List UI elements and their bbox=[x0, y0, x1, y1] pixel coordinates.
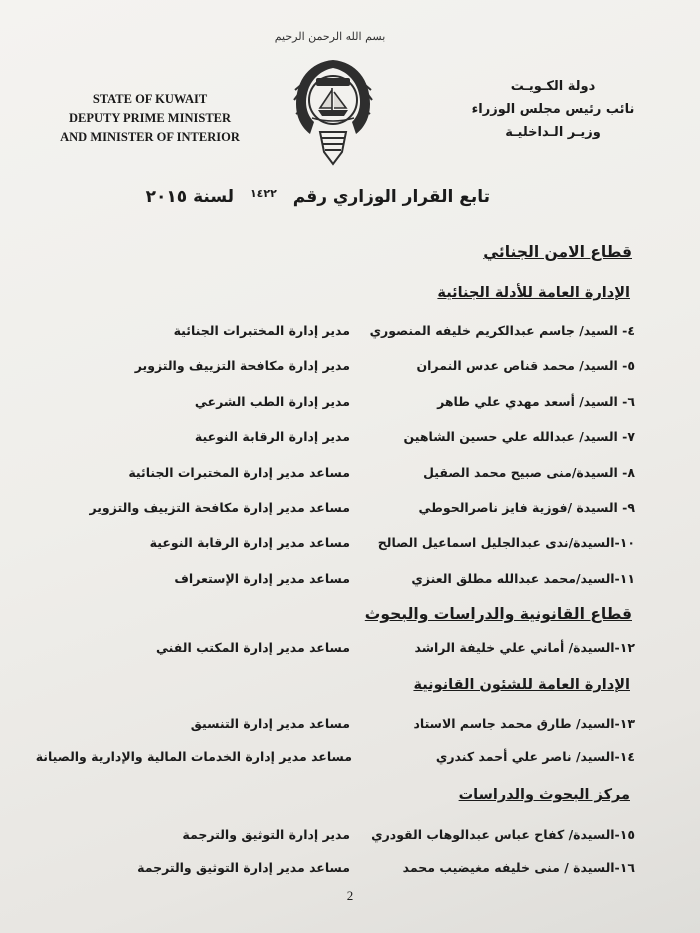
arabic-line-1: دولة الكـويـت bbox=[510, 79, 596, 94]
entry-title: مدير إدارة التوثيق والترجمة bbox=[182, 827, 350, 842]
arabic-letterhead bbox=[468, 75, 638, 144]
english-letterhead bbox=[40, 90, 260, 147]
entry-title: مساعد مدير إدارة الخدمات المالية والإدارية والصيانة bbox=[35, 749, 352, 764]
entry-title: مدير إدارة المختبرات الجنائية bbox=[173, 323, 350, 338]
entry-title: مساعد مدير إدارة المختبرات الجنائية bbox=[128, 465, 350, 480]
list-item bbox=[0, 429, 700, 451]
entry-name: ٩- السيدة /فوزية فايز ناصرالحوطي bbox=[418, 500, 635, 515]
entry-title: مساعد مدير إدارة مكافحة التزييف والتزوير bbox=[89, 500, 350, 515]
list-item bbox=[0, 640, 700, 662]
list-item bbox=[0, 535, 700, 557]
entry-name: ٨- السيدة/منى صبيح محمد الصقيل bbox=[423, 465, 635, 480]
entry-name: ١٥-السيدة/ كفاح عباس عبدالوهاب القودري bbox=[371, 827, 635, 842]
entry-title: مساعد مدير إدارة الرقابة النوعية bbox=[149, 535, 350, 550]
entry-title: مدير إدارة الرقابة النوعية bbox=[194, 429, 350, 444]
research-center-heading: مركز البحوث والدراسات bbox=[458, 787, 630, 803]
entry-title: مدير إدارة مكافحة التزييف والتزوير bbox=[134, 358, 350, 373]
entry-name: ٦- السيد/ أسعد مهدي علي طاهر bbox=[437, 394, 635, 409]
entry-title: مساعد مدير إدارة التوثيق والترجمة bbox=[137, 860, 350, 875]
arabic-line-3: وزيـر الـداخليـة bbox=[505, 125, 601, 140]
arabic-line-2: نائب رئيس مجلس الوزراء bbox=[471, 102, 635, 117]
list-item bbox=[0, 716, 700, 738]
entry-name: ٤- السيد/ جاسم عبدالكريم خليفه المنصوري bbox=[369, 323, 635, 338]
english-line-3: AND MINISTER OF INTERIOR bbox=[60, 130, 240, 144]
decree-year: لسنة ٢٠١٥ bbox=[145, 187, 235, 207]
decree-title bbox=[145, 187, 490, 207]
decree-number: ١٤٢٢ bbox=[249, 187, 277, 200]
decree-prefix: تابع القرار الوزاري رقم bbox=[292, 187, 490, 207]
list-item bbox=[0, 323, 700, 345]
entry-title: مساعد مدير إدارة التنسيق bbox=[190, 716, 350, 731]
kuwait-emblem-icon bbox=[290, 52, 376, 170]
list-item bbox=[0, 500, 700, 522]
entry-name: ١٠-السيدة/ندى عبدالجليل اسماعيل الصالح bbox=[377, 535, 635, 550]
entry-name: ١١-السيد/محمد عبدالله مطلق العنزي bbox=[411, 571, 635, 586]
page-number: 2 bbox=[346, 888, 354, 903]
entry-name: ٥- السيد/ محمد قناص عدس النمران bbox=[416, 358, 635, 373]
forensic-dept-heading: الإدارة العامة للأدلة الجنائية bbox=[437, 285, 630, 301]
entry-name: ١٦-السيدة / منى خليفه مغيضيب محمد bbox=[402, 860, 635, 875]
list-item bbox=[0, 465, 700, 487]
entry-name: ١٤-السيد/ ناصر علي أحمد كندري bbox=[435, 749, 635, 764]
entry-name: ١٢-السيدة/ أماني علي خليفة الراشد bbox=[414, 640, 635, 655]
entry-title: مساعد مدير إدارة الإستعراف bbox=[174, 571, 350, 586]
list-item bbox=[0, 358, 700, 380]
criminal-sector-heading: قطاع الامن الجنائي bbox=[483, 243, 632, 261]
list-item bbox=[0, 860, 700, 882]
entry-name: ٧- السيد/ عبدالله علي حسين الشاهين bbox=[403, 429, 635, 444]
list-item bbox=[0, 571, 700, 593]
english-line-2: DEPUTY PRIME MINISTER bbox=[68, 111, 232, 125]
list-item bbox=[0, 827, 700, 849]
list-item bbox=[0, 394, 700, 416]
english-line-1: STATE OF KUWAIT bbox=[92, 92, 208, 106]
legal-affairs-heading: الإدارة العامة للشئون القانونية bbox=[413, 677, 630, 693]
legal-sector-heading: قطاع القانونية والدراسات والبحوث bbox=[364, 605, 632, 623]
basmala: بسم الله الرحمن الرحيم bbox=[274, 30, 386, 43]
entry-title: مساعد مدير إدارة المكتب الفني bbox=[156, 640, 350, 655]
entry-title: مدير إدارة الطب الشرعي bbox=[194, 394, 350, 409]
entry-name: ١٣-السيد/ طارق محمد جاسم الاستاد bbox=[413, 716, 635, 731]
list-item bbox=[0, 749, 700, 771]
